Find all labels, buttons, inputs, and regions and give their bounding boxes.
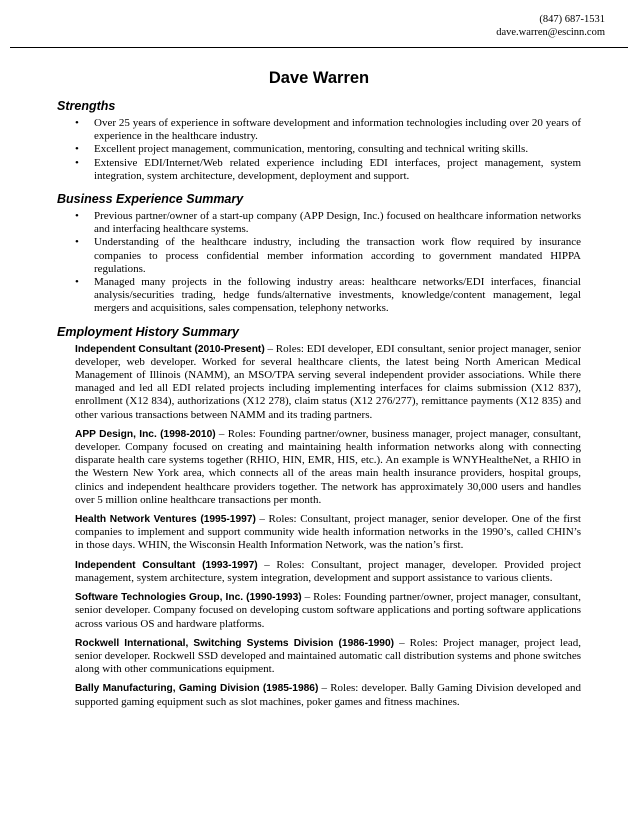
job-entry: [75, 682, 581, 708]
job-entry: [75, 428, 581, 507]
header-divider: [10, 47, 628, 48]
job-entry: [75, 591, 581, 631]
job-heading: Rockwell International, Switching Systems Division (1986-1990): [75, 637, 395, 649]
phone-number: (847) 687-1531: [539, 14, 605, 25]
employment-history-section: [57, 324, 581, 709]
job-description: – Roles: Founding partner/owner, business manager, project manager, consultant, developer. Company focused on creating and maintaining health information networks along with connecting disparate health care systems together (RHIO, HIN, EMR, HIS, etc.). An example is WNYHealtheNet, a RHIO in the Western New York area, which connects all of the areas main health insurance providers, hospital groups, clinics and independent healthcare providers together. The network has approximately 30,000 users and handles over 5 million online healthcare transactions per month.: [75, 427, 581, 506]
list-item: • Understanding of the healthcare industry, including the transaction work flow required by insurance companies to process confidential member information according to government mandated HIPPA regulations.: [57, 236, 581, 276]
job-entry: [75, 637, 581, 677]
business-experience-section: [57, 191, 581, 316]
job-description: – Roles: Project manager, project lead, senior developer. Rockwell SSD developed and maintained automatic call distribution systems and phone switches along with other communications equipment.: [75, 636, 582, 676]
job-entry: [75, 559, 581, 585]
job-entry: [75, 513, 581, 553]
resume-body: [57, 98, 581, 715]
strengths-section: [57, 98, 581, 183]
job-heading: Health Network Ventures (1995-1997): [75, 514, 256, 526]
list-item: • Previous partner/owner of a start-up company (APP Design, Inc.) focused on healthcare information networks and interfacing healthcare systems.: [57, 210, 581, 236]
strengths-list: [57, 117, 581, 183]
section-title: Business Experience Summary: [57, 192, 244, 207]
list-item: • Extensive EDI/Internet/Web related experience including EDI interfaces, project management, system integration, system architecture, development, deployment and support.: [57, 157, 581, 183]
business-list: [57, 210, 581, 316]
job-description: – Roles: Consultant, project manager, developer. Provided project management, system architecture, system integration, development and support assistance to various clients.: [75, 558, 582, 584]
job-description: – Roles: Founding partner/owner, project manager, consultant, senior developer. Company focused on developing custom software applications and porting software applications across various OS and hardware platforms.: [75, 591, 581, 630]
job-heading: Software Technologies Group, Inc. (1990-1993): [75, 592, 302, 604]
job-description: – Roles: Consultant, project manager, senior developer. One of the first companies to implement and support community wide health information networks in the 1990’s, called CHIN’s in those days. WHIN, the Wisconsin Health Information Network, was the nation’s first.: [75, 513, 581, 552]
list-item: • Managed many projects in the following industry areas: healthcare networks/EDI interfaces, financial analysis/securities trading, hedge funds/alternative investments, knowledge/content management, legal mergers and acquisitions, sales compensation, telephony networks.: [57, 276, 581, 316]
job-heading: Independent Consultant (2010-Present): [75, 343, 265, 355]
contact-info: [496, 13, 605, 39]
job-heading: Bally Manufacturing, Gaming Division (1985-1986): [75, 683, 319, 695]
section-title: Strengths: [57, 99, 116, 113]
list-item: • Over 25 years of experience in software development and information technologies including over 20 years of experience in the healthcare industry.: [57, 117, 581, 143]
job-heading: APP Design, Inc. (1998-2010): [75, 428, 216, 440]
candidate-name: Dave Warren: [268, 69, 370, 87]
job-description: – Roles: developer. Bally Gaming Division developed and supported gaming equipment such as slot machines, poker games and fitness machines.: [75, 682, 582, 708]
section-title: Employment History Summary: [57, 324, 239, 339]
job-description: – Roles: EDI developer, EDI consultant, senior project manager, senior developer, web developer. Worked for several healthcare clients, the latest being North American Medical Management of Illinois (NAMM), an MSO/TPA serving several independent provider associations. While there managed and led all EDI related projects including implementing interfaces for claims submission (X12 837), enrollment (X12 834), authorizations (X12 278), claim status (X12 276/277), remittance payments (X12 835) and other various transactions between NAMM and its trading partners.: [75, 342, 581, 421]
job-heading: Independent Consultant (1993-1997): [75, 559, 258, 571]
list-item: • Excellent project management, communication, mentoring, consulting and technical writing skills.: [57, 143, 581, 156]
email-address: dave.warren@escinn.com: [496, 27, 605, 38]
job-entry: [75, 343, 581, 422]
